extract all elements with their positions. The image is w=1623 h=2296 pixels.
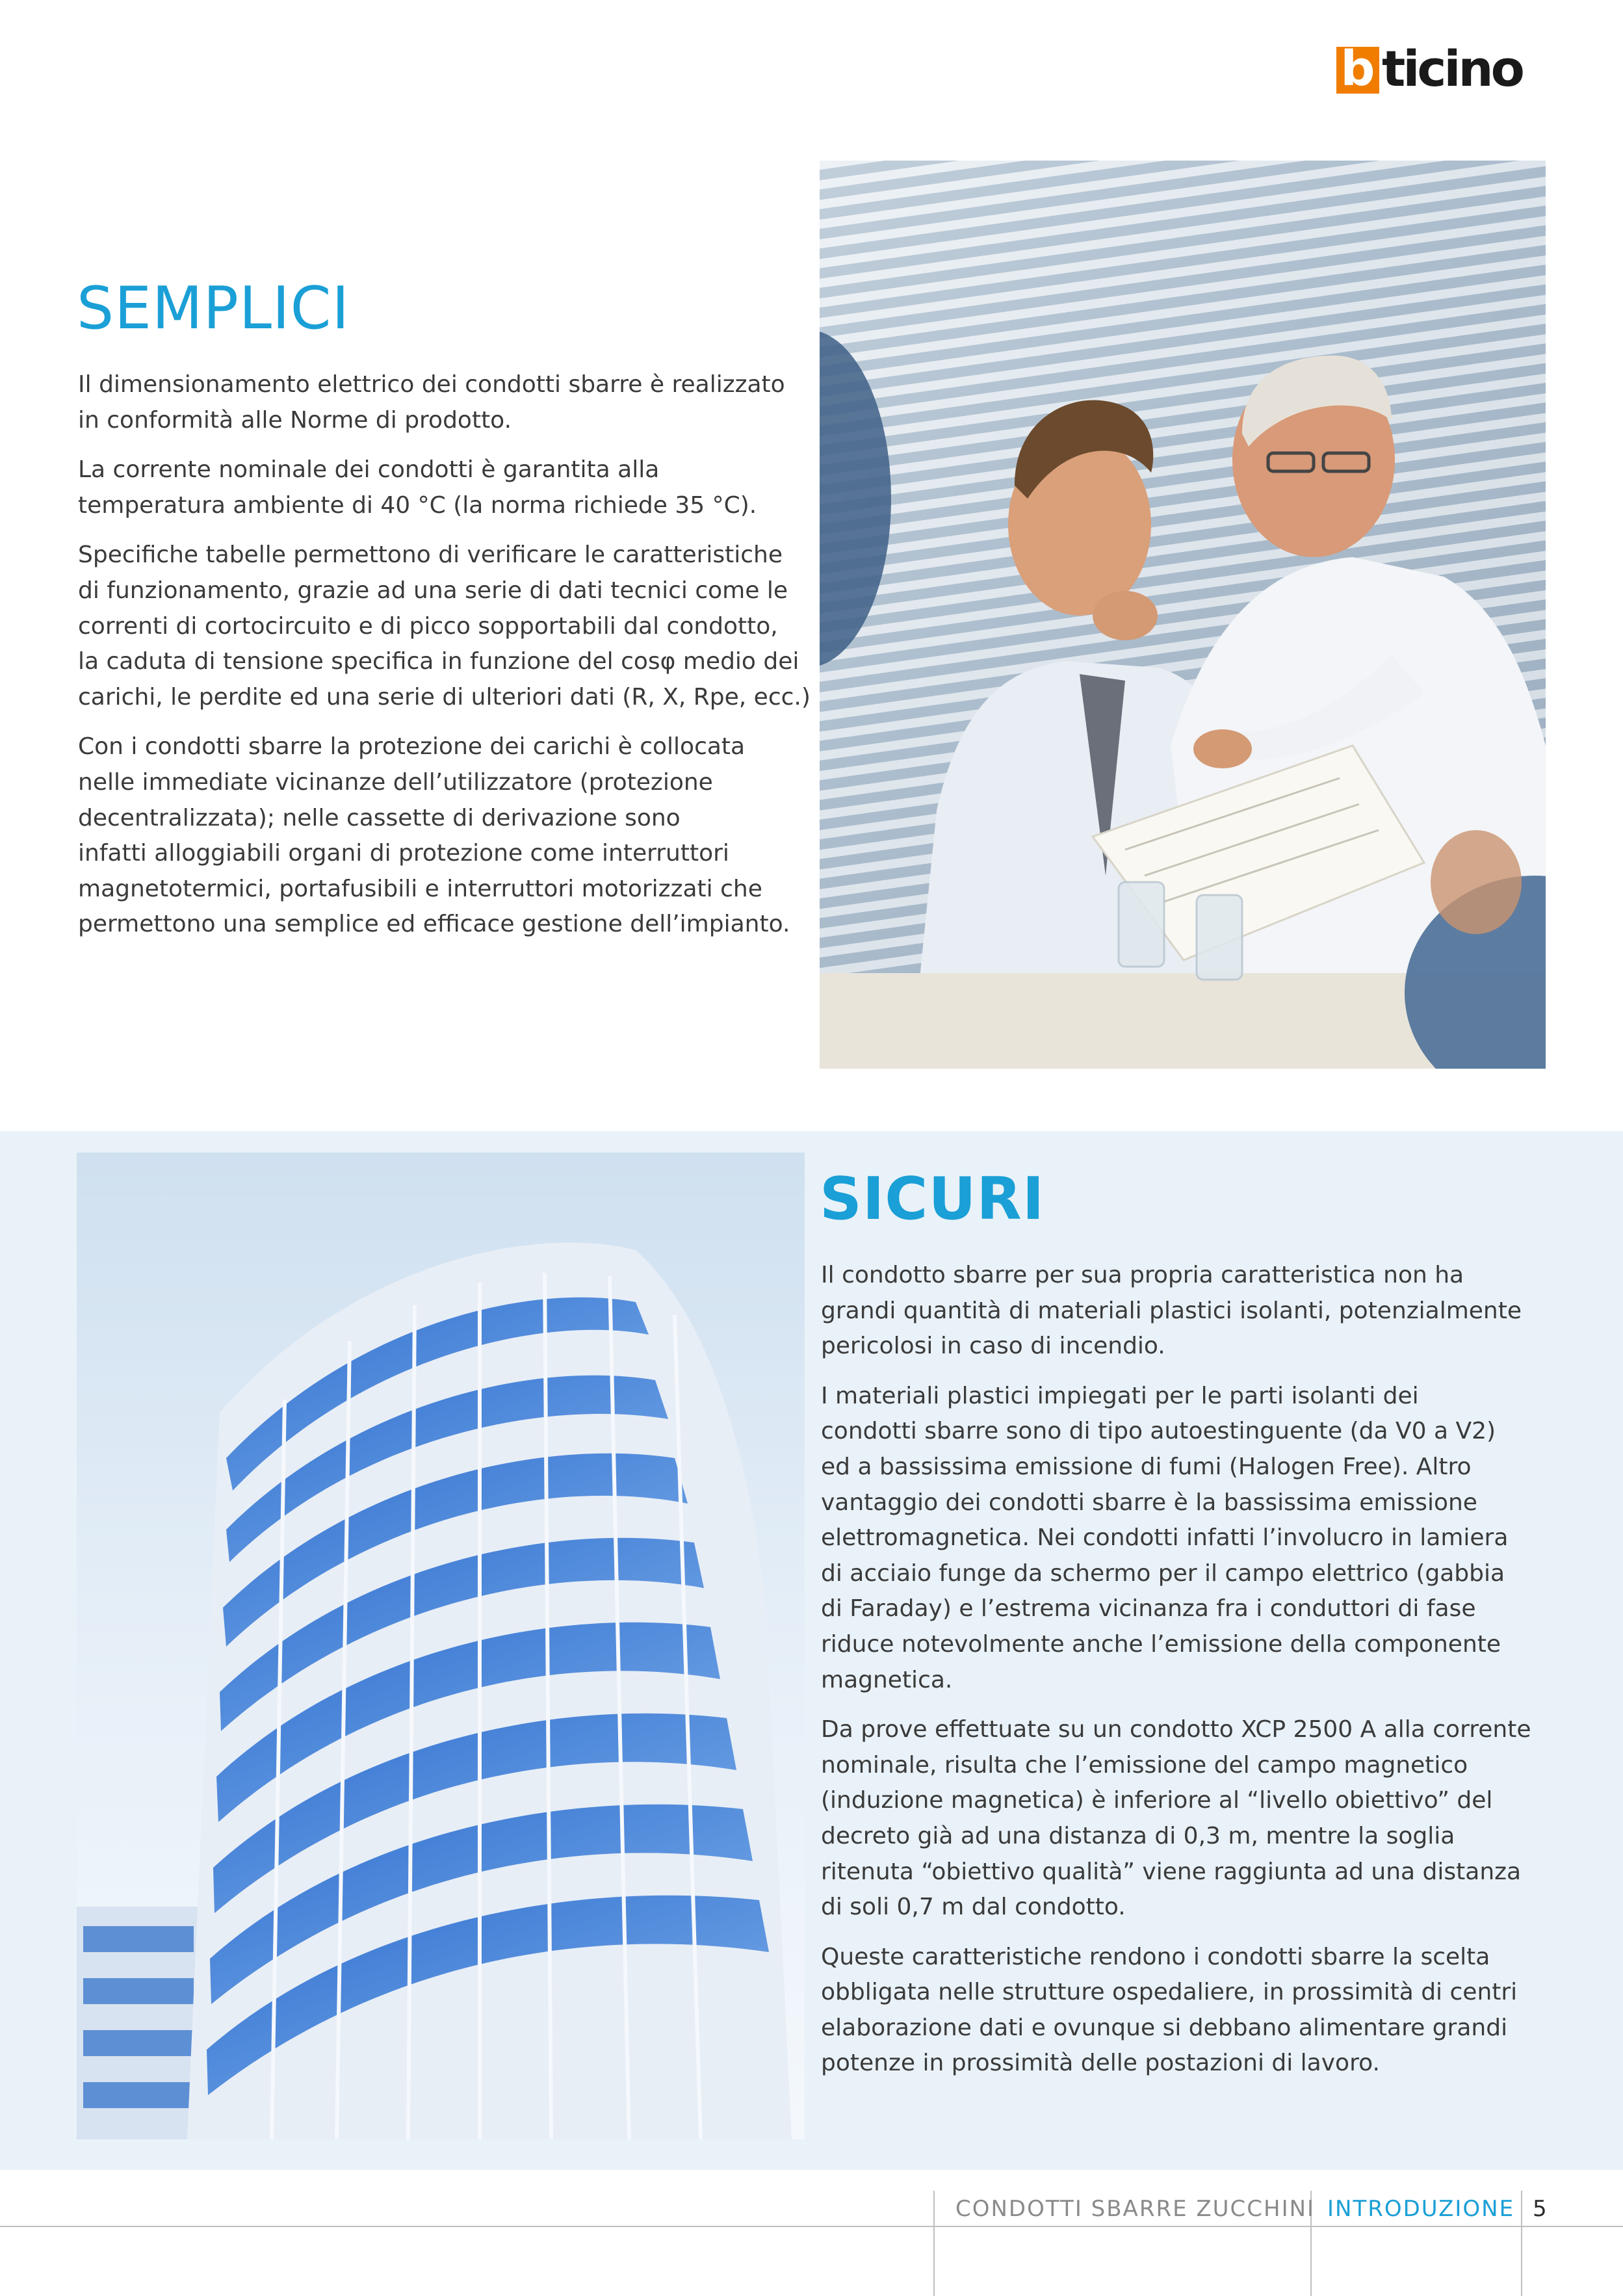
- text-line: di funzionamento, grazie ad una serie di dati tecnici come le: [78, 577, 788, 604]
- page-number: 5: [1533, 2196, 1547, 2222]
- meeting-photo: [820, 161, 1546, 1069]
- text-line: Con i condotti sbarre la protezione dei carichi è collocata: [78, 733, 746, 761]
- text-line: temperatura ambiente di 40 °C (la norma richiede 35 °C).: [78, 491, 757, 519]
- text-line: Queste caratteristiche rendono i condotti sbarre la scelta: [821, 1943, 1490, 1970]
- section2-body: [821, 1258, 1549, 2096]
- meeting-illustration: [820, 161, 1546, 1069]
- text-line: elettromagnetica. Nei condotti infatti l’involucro in lamiera: [821, 1524, 1509, 1552]
- text-line: di acciaio funge da schermo per il campo elettrico (gabbia: [821, 1559, 1505, 1587]
- text-line: ritenuta “obiettivo qualità” viene raggiunta ad una distanza: [821, 1858, 1522, 1885]
- text-line: Il condotto sbarre per sua propria caratteristica non ha: [821, 1262, 1464, 1288]
- text-line: elaborazione dati e ovunque si debbano alimentare grandi: [821, 2014, 1508, 2041]
- text-line: grandi quantità di materiali plastici isolanti, potenzialmente: [821, 1297, 1522, 1324]
- section-title-semplici: SEMPLICI: [77, 274, 350, 343]
- text-line: potenze in prossimità delle postazioni di lavoro.: [821, 2050, 1380, 2077]
- footer-divider: [1521, 2191, 1522, 2296]
- text-line: riduce notevolmente anche l’emissione della componente: [821, 1630, 1501, 1658]
- paragraph: [821, 1712, 1549, 1925]
- text-line: I materiali plastici impiegati per le parti isolanti dei: [821, 1382, 1419, 1409]
- building-photo: [77, 1153, 805, 2139]
- text-line: nelle immediate vicinanze dell’utilizzatore (protezione: [78, 768, 713, 796]
- footer-rule: [0, 2226, 1623, 2227]
- paragraph: [821, 1258, 1549, 1364]
- section-title-sicuri: SICURI: [820, 1165, 1045, 1233]
- text-line: vantaggio dei condotti sbarre è la bassissima emissione: [821, 1489, 1477, 1516]
- text-line: magnetotermici, portafusibili e interruttori motorizzati che: [78, 875, 762, 902]
- bticino-logo: [1336, 40, 1546, 98]
- text-line: La corrente nominale dei condotti è garantita alla: [78, 456, 660, 484]
- logo-letter-b: b: [1340, 41, 1375, 97]
- footer-section-name: INTRODUZIONE: [1327, 2196, 1515, 2222]
- text-line: in conformità alle Norme di prodotto.: [78, 406, 512, 434]
- text-line: Il dimensionamento elettrico dei condotti sbarre è realizzato: [78, 371, 785, 398]
- text-line: di Faraday) e l’estrema vicinanza fra i conduttori di fase: [821, 1595, 1476, 1623]
- text-line: decentralizzata); nelle cassette di derivazione sono: [78, 804, 681, 831]
- paragraph: [821, 1940, 1549, 2081]
- text-line: correnti di cortocircuito e di picco sopportabili dal condotto,: [78, 612, 778, 640]
- text-line: carichi, le perdite ed una serie di ulteriori dati (R, X, Rpe, ecc.): [78, 683, 811, 711]
- text-line: (induzione magnetica) è inferiore al “livello obiettivo” del: [821, 1787, 1493, 1814]
- footer-doc-title: CONDOTTI SBARRE ZUCCHINI: [955, 2196, 1316, 2222]
- text-line: infatti alloggiabili organi di protezione come interruttori: [78, 840, 729, 867]
- text-line: magnetica.: [821, 1666, 953, 1693]
- logo-wordmark: ticino: [1382, 40, 1522, 98]
- paragraph: [78, 729, 806, 943]
- text-line: obbligata nelle strutture ospedaliere, in prossimità di centri: [821, 1979, 1518, 2006]
- text-line: Da prove effettuate su un condotto XCP 2500 A alla corrente: [821, 1716, 1531, 1743]
- paragraph: [78, 452, 806, 523]
- paragraph: [78, 538, 811, 715]
- text-line: la caduta di tensione specifica in funzione del cosφ medio dei: [78, 648, 799, 675]
- paragraph: [78, 367, 806, 438]
- text-line: pericolosi in caso di incendio.: [821, 1333, 1165, 1360]
- section1-body: [78, 367, 811, 957]
- building-illustration: [77, 1153, 805, 2139]
- text-line: condotti sbarre sono di tipo autoestinguente (da V0 a V2): [821, 1418, 1496, 1445]
- text-line: Specifiche tabelle permettono di verificare le caratteristiche: [78, 541, 783, 569]
- text-line: ed a bassissima emissione di fumi (Halogen Free). Altro: [821, 1453, 1472, 1480]
- text-line: nominale, risulta che l’emissione del campo magnetico: [821, 1751, 1468, 1779]
- footer-divider: [933, 2191, 935, 2296]
- text-line: permettono una semplice ed efficace gestione dell’impianto.: [78, 911, 790, 938]
- paragraph: [821, 1379, 1549, 1698]
- text-line: di soli 0,7 m dal condotto.: [821, 1894, 1126, 1921]
- text-line: decreto già ad una distanza di 0,3 m, mentre la soglia: [821, 1822, 1455, 1849]
